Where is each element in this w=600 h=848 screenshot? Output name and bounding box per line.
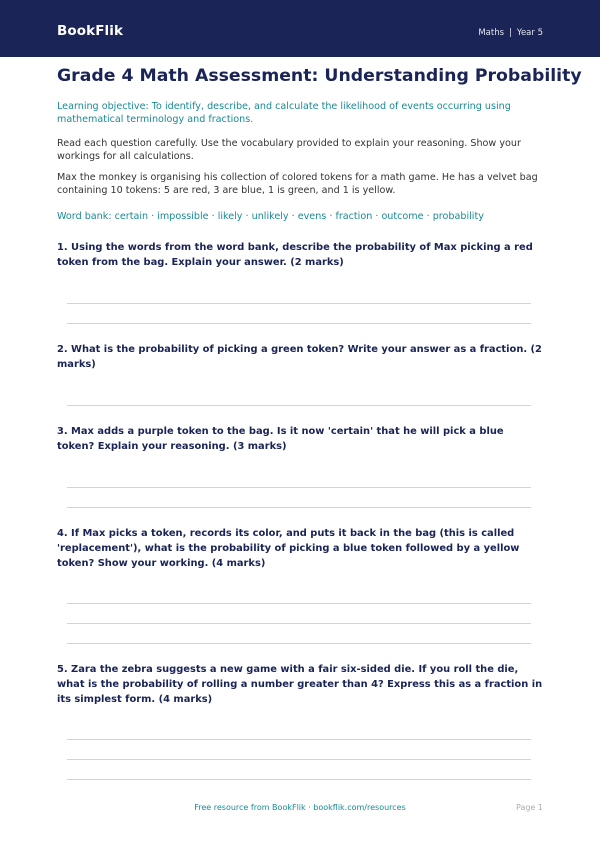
answer-line[interactable] bbox=[67, 643, 531, 644]
header-bar bbox=[0, 0, 600, 57]
subject-label: Maths bbox=[478, 28, 505, 38]
answer-line[interactable] bbox=[67, 623, 531, 624]
answer-line[interactable] bbox=[67, 739, 531, 740]
question-3: 3. Max adds a purple token to the bag. Is it now 'certain' that he will pick a blue token? Explain your reasoning. (3 marks) bbox=[57, 426, 504, 452]
question-4: 4. If Max picks a token, records its color, and puts it back in the bag (this is called 'replacement'), what is the probability of picking a blue token followed by a yellow token? Show your working. (4 marks) bbox=[57, 528, 520, 569]
question-1: 1. Using the words from the word bank, describe the probability of Max picking a red token from the bag. Explain your answer. (2 marks) bbox=[57, 242, 533, 268]
answer-line[interactable] bbox=[67, 405, 531, 406]
brand-logo: BookFlik bbox=[57, 23, 124, 39]
answer-line[interactable] bbox=[67, 323, 531, 324]
meta-separator: | bbox=[509, 28, 512, 38]
answer-line[interactable] bbox=[67, 487, 531, 488]
subject-year-label bbox=[478, 28, 543, 38]
learning-objective: Learning objective: To identify, describe, and calculate the likelihood of events occurring using mathematical terminology and fractions. bbox=[57, 101, 511, 125]
scenario-text: Max the monkey is organising his collection of colored tokens for a math game. He has a velvet bag containing 10 tokens: 5 are red, 3 are blue, 1 is green, and 1 is yellow. bbox=[57, 172, 538, 196]
question-5: 5. Zara the zebra suggests a new game with a fair six-sided die. If you roll the die, what is the probability of rolling a number greater than 4? Express this as a fraction in its simplest form. (4 marks) bbox=[57, 664, 543, 705]
page-title: Grade 4 Math Assessment: Understanding Probability bbox=[57, 66, 582, 86]
answer-line[interactable] bbox=[67, 759, 531, 760]
year-label: Year 5 bbox=[516, 28, 543, 38]
instructions: Read each question carefully. Use the vocabulary provided to explain your reasoning. Show your workings for all calculations. bbox=[57, 138, 521, 162]
footer-resource-link[interactable]: Free resource from BookFlik · bookflik.com/resources bbox=[194, 803, 406, 812]
word-bank: Word bank: certain · impossible · likely · unlikely · evens · fraction · outcome · probability bbox=[57, 211, 484, 222]
question-2: 2. What is the probability of picking a green token? Write your answer as a fraction. (2 marks) bbox=[57, 344, 542, 370]
answer-line[interactable] bbox=[67, 603, 531, 604]
answer-line[interactable] bbox=[67, 507, 531, 508]
page-number: Page 1 bbox=[516, 803, 543, 812]
answer-line[interactable] bbox=[67, 303, 531, 304]
answer-line[interactable] bbox=[67, 779, 531, 780]
